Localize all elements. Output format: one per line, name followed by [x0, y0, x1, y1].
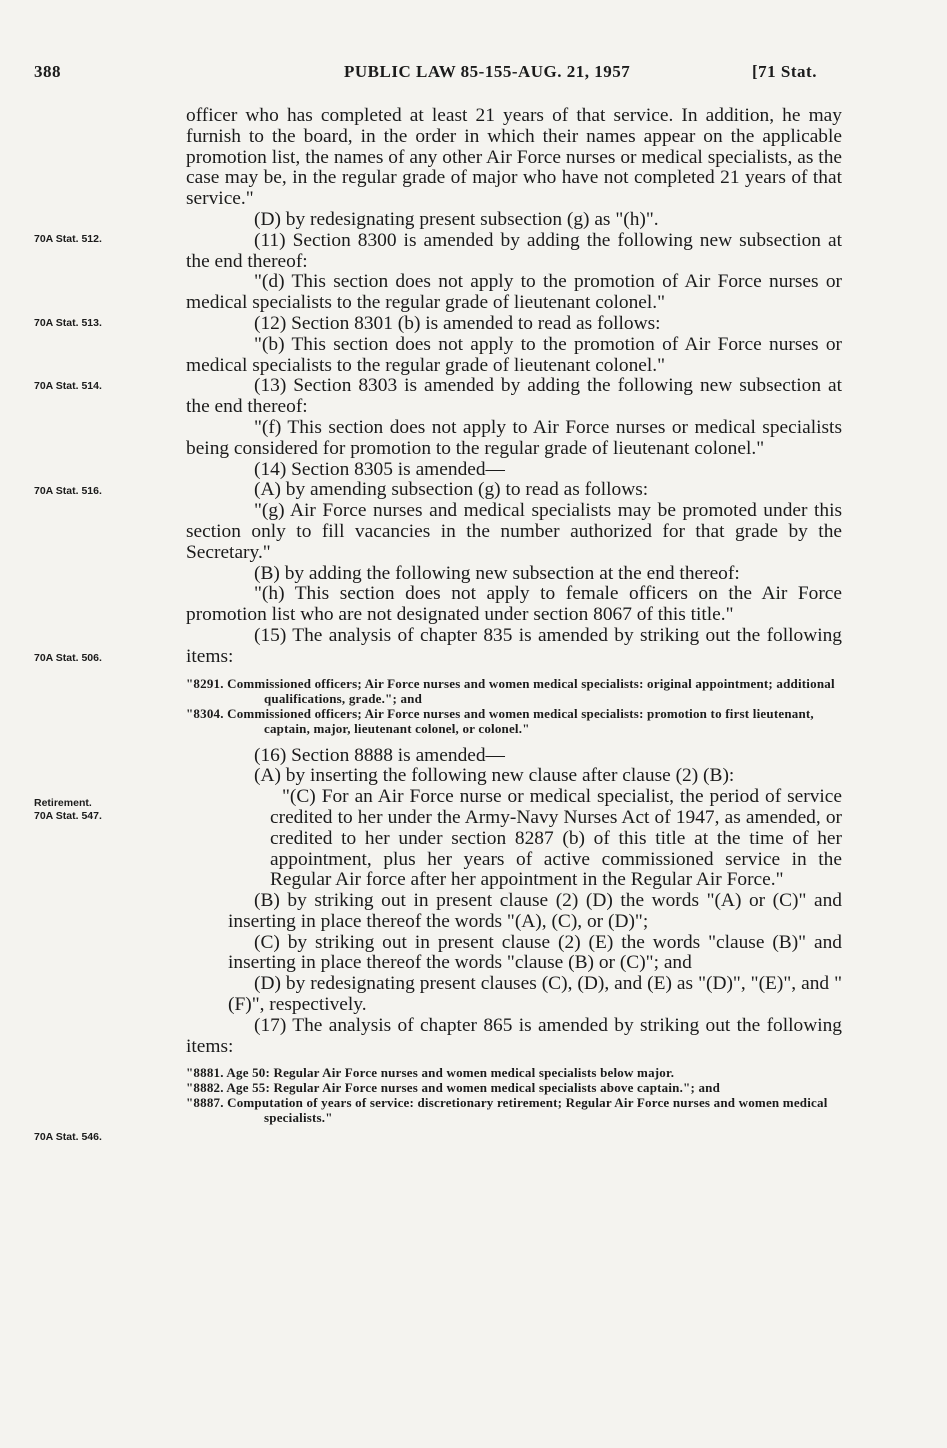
paragraph: "(C) For an Air Force nurse or medical specialist, the period of service credited to her under the Army-Navy Nurses Act of 1947, as amended, or credited to her under section 8287 (b) of this title at the time of her appointment, plus her years of active commissioned service in the Regular Air force after her appointment in the Regular Air Force." — [270, 786, 842, 891]
analysis-items-835 — [186, 676, 842, 736]
paragraph: (A) by inserting the following new clause after clause (2) (B): — [254, 765, 735, 787]
margin-note-70a-512: 70A Stat. 512. — [34, 233, 102, 245]
paragraph: (D) by redesignating present subsection (g) as "(h)". — [254, 208, 659, 230]
paragraph: (12) Section 8301 (b) is amended to read as follows: — [254, 312, 661, 334]
analysis-items-865 — [186, 1065, 842, 1125]
paragraph: (17) The analysis of chapter 865 is amended by striking out the following items: — [186, 1014, 842, 1057]
paragraph: (A) by amending subsection (g) to read as follows: — [254, 479, 649, 501]
paragraph: "(d) This section does not apply to the promotion of Air Force nurses or medical specialists to the regular grade of lieutenant colonel." — [186, 271, 842, 314]
paragraph: (C) by striking out in present clause (2) (E) the words "clause (B)" and inserting in place thereof the words "clause (B) or (C)"; and — [228, 931, 842, 974]
paragraph: "(f) This section does not apply to Air Force nurses or medical specialists being considered for promotion to the regular grade of lieutenant colonel." — [186, 416, 842, 459]
list-item: "8304. Commissioned officers; Air Force nurses and women medical specialists: promotion to first lieutenant, captain, major, lieutenant colonel, or colonel." — [186, 705, 814, 736]
margin-note-70a-547: 70A Stat. 547. — [34, 810, 102, 822]
list-item: "8291. Commissioned officers; Air Force nurses and women medical specialists: original appointment; additional qualifications, grade."; and — [186, 675, 835, 706]
list-item: "8882. Age 55: Regular Air Force nurses and women medical specialists above captain."; and — [186, 1080, 721, 1096]
paragraph: (13) Section 8303 is amended by adding the following new subsection at the end thereof: — [186, 375, 842, 418]
page-title: PUBLIC LAW 85-155-AUG. 21, 1957 — [344, 62, 631, 81]
paragraph: (11) Section 8300 is amended by adding the following new subsection at the end thereof: — [186, 229, 842, 272]
paragraph: "(b) This section does not apply to the promotion of Air Force nurses or medical specialists to the regular grade of lieutenant colonel." — [186, 333, 842, 376]
list-item: "8887. Computation of years of service: discretionary retirement; Regular Air Force nurses and women medical specialists." — [186, 1095, 828, 1126]
paragraph: (B) by striking out in present clause (2) (D) the words "(A) or (C)" and inserting in place thereof the words "(A), (C), or (D)"; — [228, 890, 842, 932]
paragraph: "(g) Air Force nurses and medical specialists may be promoted under this section only to fill vacancies in the number authorized for that grade by the Secretary." — [186, 500, 842, 563]
document-body — [186, 106, 842, 1135]
margin-note-retirement-label: Retirement. — [34, 797, 92, 809]
page-number: 388 — [34, 62, 61, 81]
margin-note-70a-514: 70A Stat. 514. — [34, 380, 102, 392]
statute-reference: [71 Stat. — [752, 62, 817, 81]
margin-note-70a-513: 70A Stat. 513. — [34, 317, 102, 329]
margin-note-70a-546: 70A Stat. 546. — [34, 1131, 102, 1143]
paragraph: officer who has completed at least 21 years of that service. In addition, he may furnish to the board, in the order in which their names appear on the applicable promotion list, the names of any other Air Force nurses or medical specialists, as the case may be, in the regular grade of major who have not completed 21 years of that service." — [186, 105, 842, 210]
paragraph: (15) The analysis of chapter 835 is amended by striking out the following items: — [186, 624, 842, 667]
margin-note-70a-516: 70A Stat. 516. — [34, 485, 102, 497]
paragraph: (B) by adding the following new subsection at the end thereof: — [254, 562, 740, 584]
paragraph: (16) Section 8888 is amended— — [254, 744, 505, 766]
paragraph: "(h) This section does not apply to female officers on the Air Force promotion list who are not designated under section 8067 of this title." — [186, 583, 842, 626]
margin-note-retirement — [34, 797, 169, 823]
list-item: "8881. Age 50: Regular Air Force nurses and women medical specialists below major. — [186, 1065, 675, 1081]
margin-note-70a-506: 70A Stat. 506. — [34, 652, 102, 664]
paragraph: (14) Section 8305 is amended— — [254, 458, 505, 480]
paragraph: (D) by redesignating present clauses (C), (D), and (E) as "(D)", "(E)", and "(F)", respectively. — [228, 973, 842, 1016]
